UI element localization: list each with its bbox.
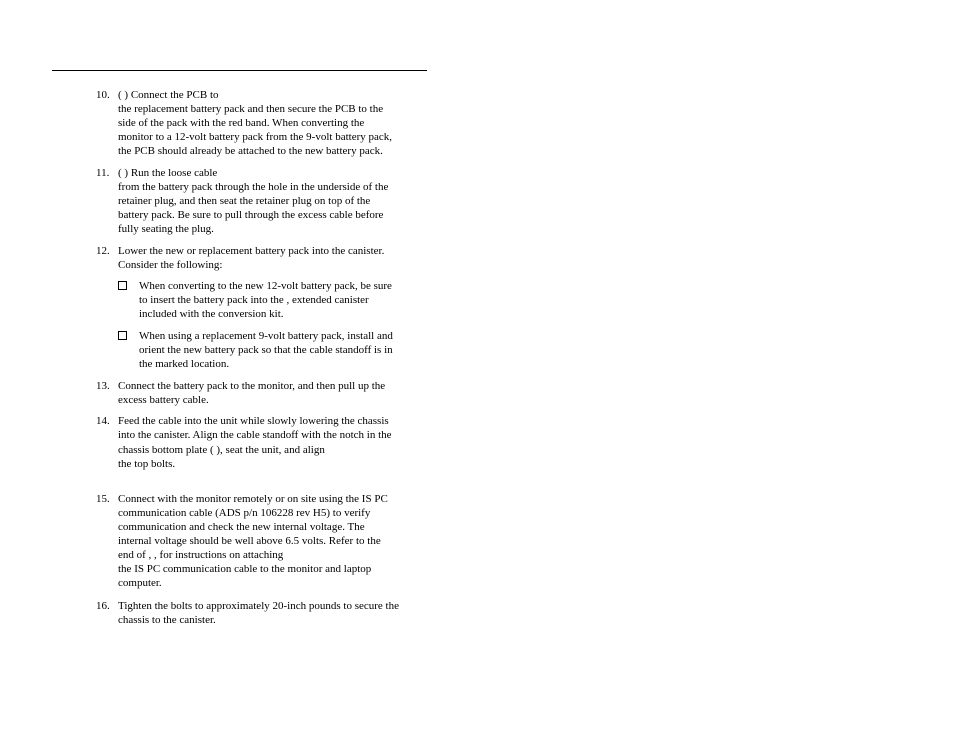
step-text-line: battery pack. Be sure to pull through the excess cable before (118, 209, 384, 221)
step-text-line: internal voltage should be well above 6.5 volts. Refer to the (118, 535, 381, 547)
step-text-line: the IS PC communication cable to the monitor and laptop (118, 563, 372, 575)
checkbox-bullet-icon (118, 281, 127, 290)
step-text-line: fully seating the plug. (118, 223, 214, 235)
step-text-line: the top bolts. (118, 458, 176, 470)
step-text-line: ( ) Run the loose cable (118, 167, 218, 179)
step-text-line: into the canister. Align the cable standoff with the notch in the (118, 429, 392, 441)
step-number: 14. (96, 415, 110, 427)
step-text-line: communication and check the new internal voltage. The (118, 521, 365, 533)
step-text-line: monitor to a 12-volt battery pack from the 9-volt battery pack, (118, 131, 393, 143)
step-text-line: side of the pack with the red band. When converting the (118, 117, 365, 129)
step-text-line: retainer plug, and then seat the retainer plug on top of the (118, 195, 371, 207)
bullet-text-line: to insert the battery pack into the , extended canister (139, 294, 369, 306)
step-text-line: chassis bottom plate ( ), seat the unit, and align (118, 444, 325, 456)
step-number: 13. (96, 380, 110, 392)
step-text-line: Consider the following: (118, 259, 223, 271)
step-text-line: Tighten the bolts to approximately 20-inch pounds to secure the (118, 600, 399, 612)
step-number: 15. (96, 493, 110, 505)
bullet-text-line: the marked location. (139, 358, 230, 370)
step-text-line: the replacement battery pack and then secure the PCB to the (118, 103, 384, 115)
checkbox-bullet-icon (118, 331, 127, 340)
step-text-line: the PCB should already be attached to the new battery pack. (118, 145, 383, 157)
step-text-line: from the battery pack through the hole in the underside of the (118, 181, 389, 193)
step-text-line: Feed the cable into the unit while slowly lowering the chassis (118, 415, 389, 427)
step-text-line: Lower the new or replacement battery pack into the canister. (118, 245, 385, 257)
step-text-line: Connect with the monitor remotely or on site using the IS PC (118, 493, 388, 505)
step-text-line: Connect the battery pack to the monitor, and then pull up the (118, 380, 386, 392)
bullet-text-line: included with the conversion kit. (139, 308, 284, 320)
step-text-line: end of , , for instructions on attaching (118, 549, 284, 561)
step-text-line: chassis to the canister. (118, 614, 216, 626)
step-number: 10. (96, 89, 110, 101)
header-rule (52, 70, 427, 71)
bullet-text-line: When converting to the new 12-volt battery pack, be sure (139, 280, 392, 292)
bullet-text-line: orient the new battery pack so that the cable standoff is in (139, 344, 393, 356)
step-text-line: ( ) Connect the PCB to (118, 89, 219, 101)
step-text-line: excess battery cable. (118, 394, 209, 406)
step-number: 12. (96, 245, 110, 257)
step-number: 11. (96, 167, 110, 179)
bullet-text-line: When using a replacement 9-volt battery pack, install and (139, 330, 393, 342)
step-text-line: communication cable (ADS p/n 106228 rev H5) to verify (118, 507, 371, 519)
step-number: 16. (96, 600, 110, 612)
step-text-line: computer. (118, 577, 162, 589)
